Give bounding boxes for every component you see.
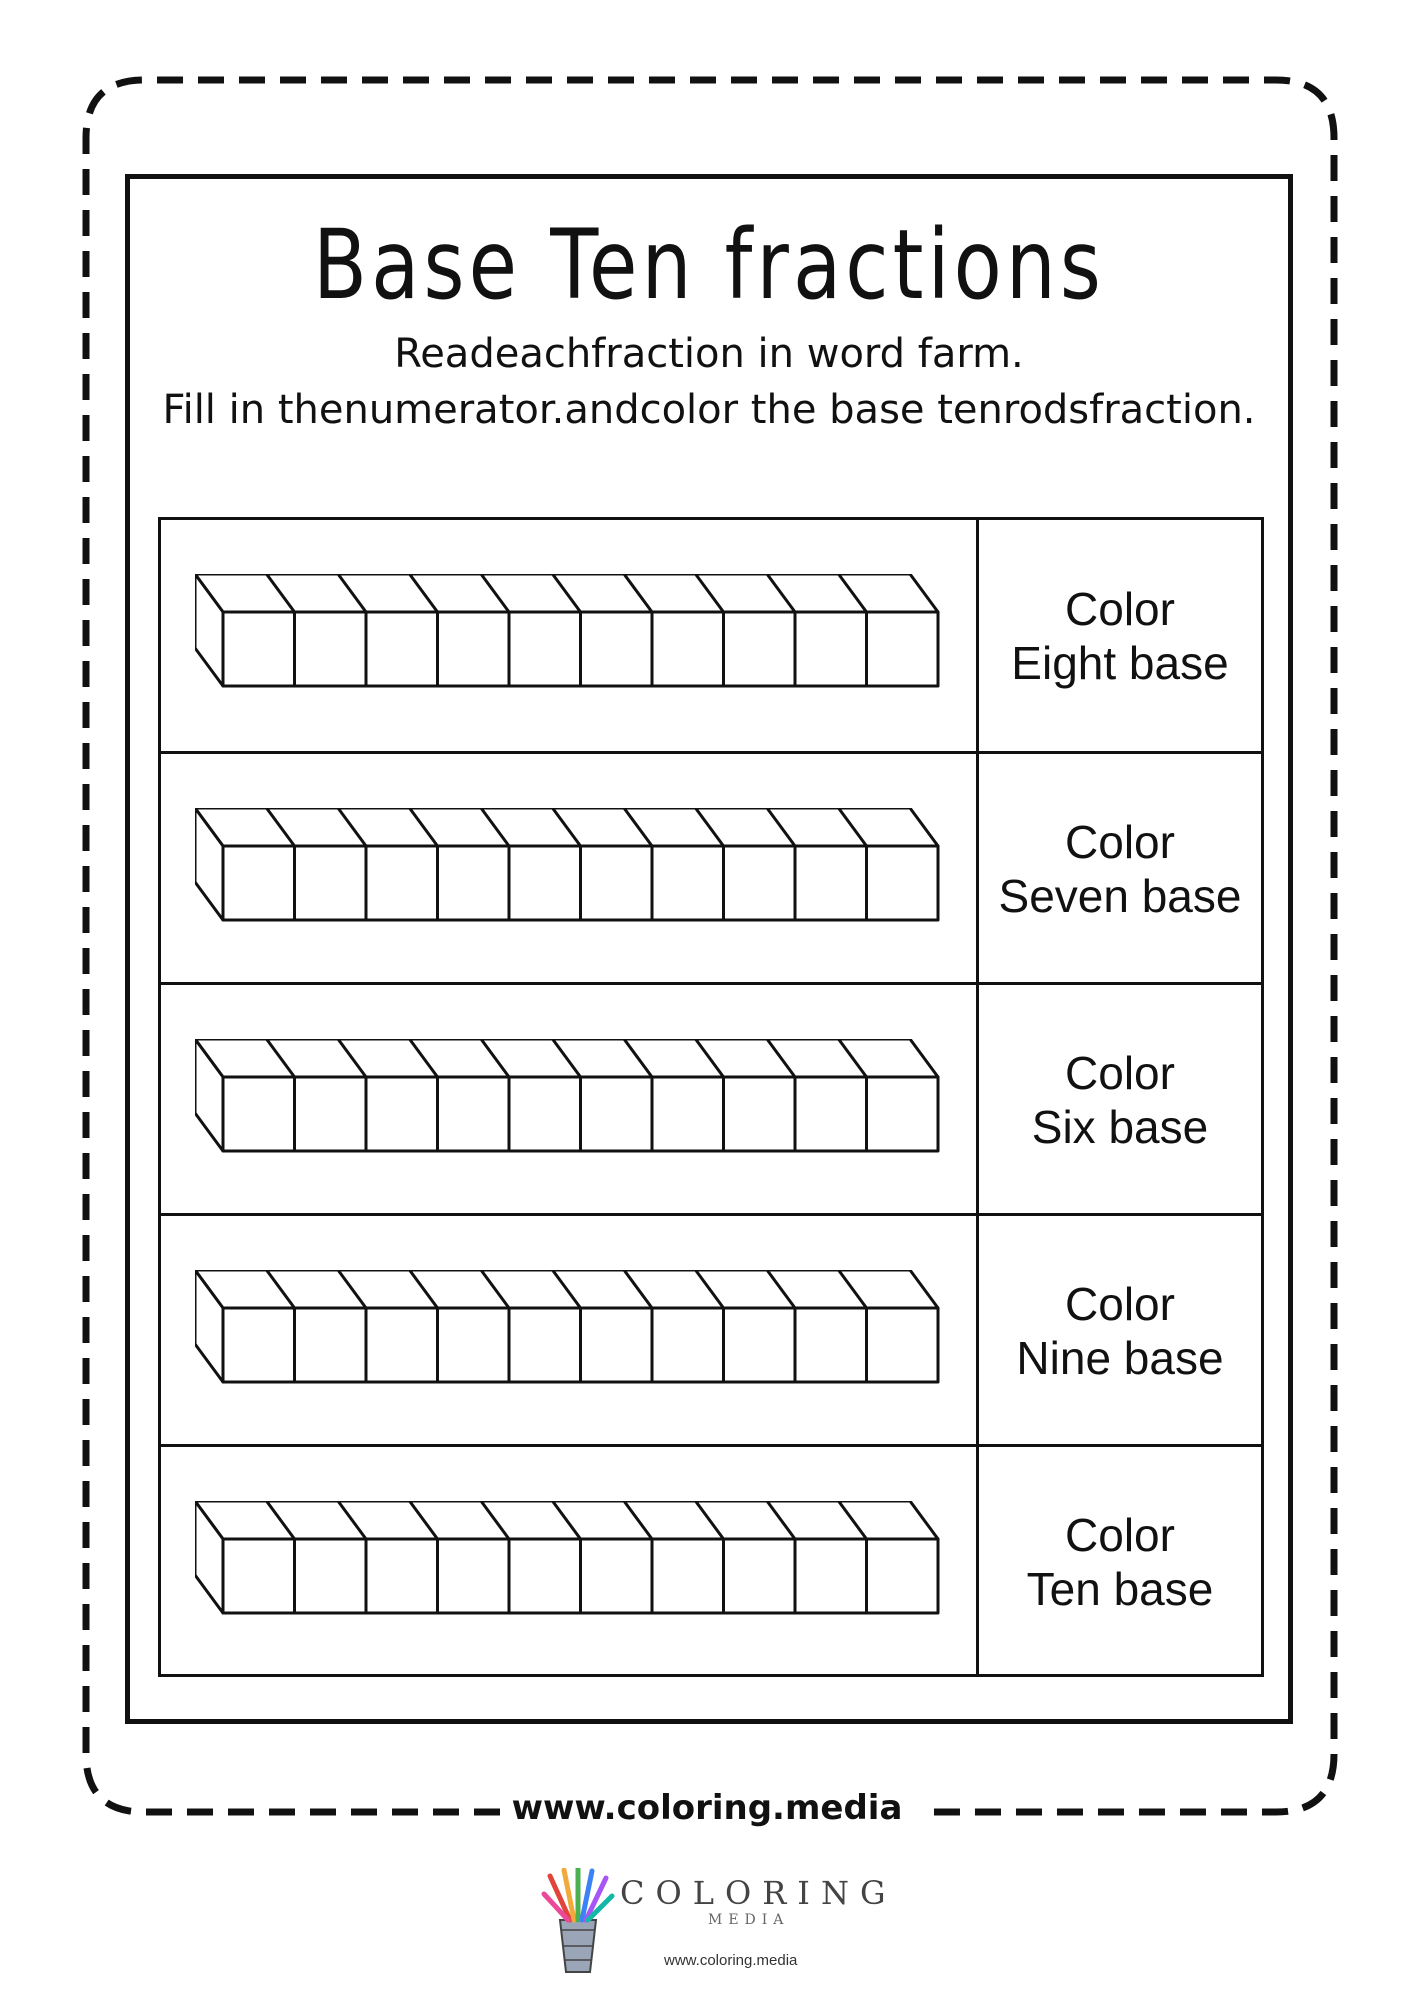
base-ten-rod[interactable] bbox=[195, 1039, 955, 1169]
logo-sub-text: MEDIA bbox=[708, 1912, 790, 1928]
label-color: Color bbox=[1065, 815, 1175, 868]
label-color: Color bbox=[1065, 1508, 1175, 1561]
label-count: Six base bbox=[1031, 1100, 1209, 1153]
worksheet bbox=[125, 174, 1293, 1724]
instruction-cell bbox=[979, 1447, 1261, 1676]
instruction-cell bbox=[979, 520, 1261, 752]
label-color: Color bbox=[1065, 1277, 1175, 1330]
instruction-cell bbox=[979, 985, 1261, 1214]
colored-pencils-cup-icon bbox=[540, 1868, 616, 1978]
instruction-line-1: Readeachfraction in word farm. bbox=[394, 331, 1024, 377]
exercise-row bbox=[161, 520, 1261, 752]
label-count: Seven base bbox=[998, 869, 1242, 922]
label-count: Eight base bbox=[1011, 637, 1229, 689]
base-ten-rod[interactable] bbox=[195, 1270, 955, 1400]
exercise-row bbox=[161, 982, 1261, 1214]
label-count: Ten base bbox=[1026, 1562, 1214, 1615]
instruction-cell bbox=[979, 1216, 1261, 1445]
rod-cell bbox=[161, 754, 979, 983]
instruction-line-2: Fill in thenumerator.andcolor the base tenrodsfraction. bbox=[162, 387, 1256, 433]
page-title: Base Ten fractions bbox=[313, 209, 1105, 321]
exercise-table bbox=[158, 517, 1264, 1677]
logo-url-text: www.coloring.media bbox=[664, 1952, 798, 1969]
exercise-row bbox=[161, 751, 1261, 983]
logo-brand-text: COLORING bbox=[620, 1874, 897, 1912]
label-count: Nine base bbox=[1016, 1331, 1224, 1384]
instruction-cell bbox=[979, 754, 1261, 983]
label-color: Color bbox=[1065, 583, 1175, 635]
base-ten-rod[interactable] bbox=[195, 808, 955, 938]
rod-cell bbox=[161, 1216, 979, 1445]
footer-website-link[interactable]: www.coloring.media bbox=[511, 1788, 903, 1828]
base-ten-rod[interactable] bbox=[195, 1501, 955, 1631]
exercise-row bbox=[161, 1213, 1261, 1445]
exercise-row bbox=[161, 1444, 1261, 1676]
label-color: Color bbox=[1065, 1046, 1175, 1099]
rod-cell bbox=[161, 985, 979, 1214]
rod-cell bbox=[161, 1447, 979, 1676]
coloring-media-logo[interactable] bbox=[540, 1868, 897, 1978]
base-ten-rod[interactable] bbox=[195, 574, 955, 704]
rod-cell bbox=[161, 520, 979, 752]
